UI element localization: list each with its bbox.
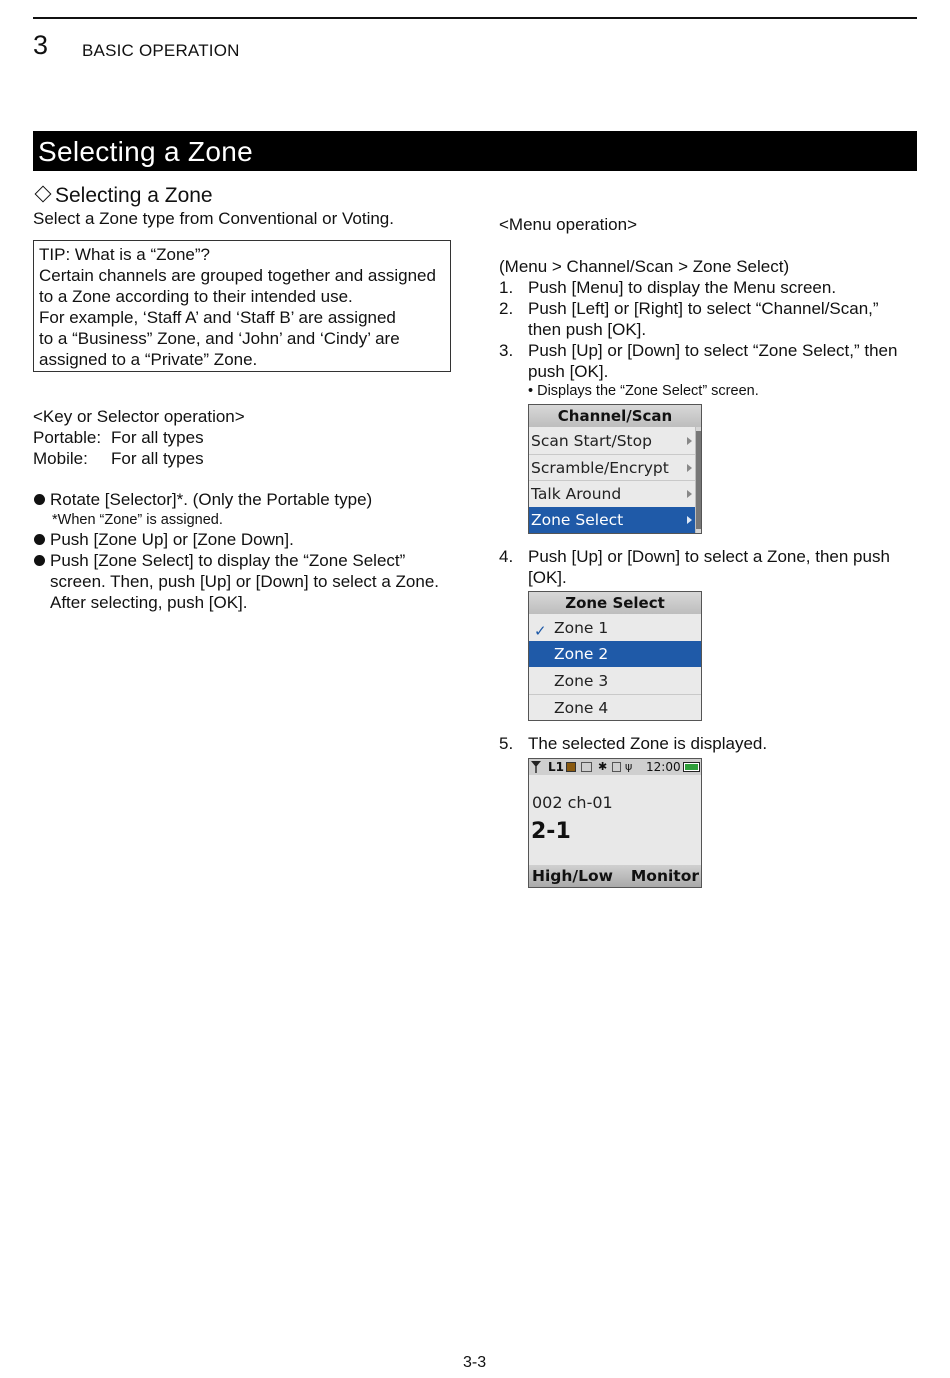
scrollbar bbox=[695, 427, 701, 533]
chevron-right-icon bbox=[687, 490, 692, 498]
zone-item-label: Zone 3 bbox=[554, 672, 609, 690]
bullet-zone-select-cont: screen. Then, push [Up] or [Down] to select a Zone. bbox=[50, 572, 439, 591]
chevron-right-icon bbox=[687, 516, 692, 524]
chapter-number: 3 bbox=[33, 30, 49, 60]
scrollbar-thumb bbox=[696, 431, 701, 529]
step-3-note: • Displays the “Zone Select” screen. bbox=[528, 383, 759, 399]
section-title: Selecting a Zone bbox=[33, 131, 917, 171]
tip-box bbox=[33, 240, 451, 372]
key-operation-heading: <Key or Selector operation> bbox=[33, 407, 245, 426]
portable-label: Portable: bbox=[33, 428, 102, 447]
step-1-text: Push [Menu] to display the Menu screen. bbox=[528, 278, 837, 297]
portable-value: For all types bbox=[111, 428, 204, 447]
tip-line: Certain channels are grouped together and assigned bbox=[39, 266, 436, 285]
scramble-icon bbox=[566, 762, 576, 772]
channel-name: 002 ch-01 bbox=[532, 793, 613, 812]
step-2-text: Push [Left] or [Right] to select “Channel/Scan,” bbox=[528, 299, 879, 318]
mobile-value: For all types bbox=[111, 449, 204, 468]
tip-line: to a Zone according to their intended use. bbox=[39, 287, 353, 306]
mobile-label: Mobile: bbox=[33, 449, 88, 468]
step-2-text-cont: then push [OK]. bbox=[528, 320, 647, 339]
bullet-note: *When “Zone” is assigned. bbox=[52, 512, 223, 528]
menu-item-label: Scramble/Encrypt bbox=[531, 459, 669, 477]
bullet-zone-select: Push [Zone Select] to display the “Zone Select” bbox=[50, 551, 406, 570]
menu-item-label: Scan Start/Stop bbox=[531, 432, 652, 450]
status-bar bbox=[529, 759, 701, 775]
bullet-rotate-selector: Rotate [Selector]*. (Only the Portable type) bbox=[50, 490, 373, 509]
bullet-icon bbox=[34, 494, 45, 505]
sim-icon bbox=[612, 762, 621, 772]
zone-item-3 bbox=[529, 668, 701, 694]
top-rule bbox=[33, 17, 917, 19]
main-display-screen bbox=[528, 758, 702, 888]
chapter-title: BASIC OPERATION bbox=[82, 41, 240, 60]
line-indicator: L1 bbox=[548, 760, 564, 774]
zone-item-1 bbox=[529, 615, 701, 641]
bullet-zone-up-down: Push [Zone Up] or [Zone Down]. bbox=[50, 530, 294, 549]
chevron-right-icon bbox=[687, 437, 692, 445]
diamond-icon bbox=[35, 186, 52, 203]
softkey-high-low: High/Low bbox=[532, 867, 613, 885]
step-3-text-cont: push [OK]. bbox=[528, 362, 609, 381]
battery-icon bbox=[683, 762, 700, 772]
bluetooth-icon: ✱ bbox=[598, 760, 608, 773]
screen-title: Zone Select bbox=[529, 592, 701, 614]
zone-channel-number: 2-1 bbox=[531, 819, 571, 844]
softkey-bar bbox=[529, 865, 701, 887]
clock-time: 12:00 bbox=[646, 760, 681, 774]
bullet-icon bbox=[34, 555, 45, 566]
tip-line: assigned to a “Private” Zone. bbox=[39, 350, 258, 369]
menu-operation-heading: <Menu operation> bbox=[499, 215, 637, 234]
intro-text: Select a Zone type from Conventional or Voting. bbox=[33, 209, 394, 228]
page-number: 3-3 bbox=[463, 1354, 487, 1371]
step-3-text: Push [Up] or [Down] to select “Zone Select,” then bbox=[528, 341, 898, 360]
tip-line: TIP: What is a “Zone”? bbox=[39, 245, 210, 264]
zone-item-4 bbox=[529, 695, 701, 721]
zone-item-label: Zone 4 bbox=[554, 699, 609, 717]
checkmark-icon: ✓ bbox=[534, 622, 547, 640]
step-4-text-cont: [OK]. bbox=[528, 568, 567, 587]
menu-item-zone-select bbox=[529, 507, 696, 533]
channel-scan-screen bbox=[528, 404, 702, 534]
step-number: 4. bbox=[499, 547, 514, 566]
menu-item-scan-start-stop bbox=[529, 428, 696, 454]
softkey-monitor: Monitor bbox=[630, 867, 699, 885]
zone-item-2 bbox=[529, 641, 701, 667]
step-number: 5. bbox=[499, 734, 514, 753]
menu-path: (Menu > Channel/Scan > Zone Select) bbox=[499, 257, 790, 276]
menu-item-label: Zone Select bbox=[531, 511, 624, 529]
step-4-text: Push [Up] or [Down] to select a Zone, then push bbox=[528, 547, 890, 566]
zone-item-label: Zone 1 bbox=[554, 619, 609, 637]
lock-icon bbox=[581, 762, 592, 772]
zone-select-screen bbox=[528, 591, 702, 721]
bullet-zone-select-cont: After selecting, push [OK]. bbox=[50, 593, 248, 612]
zone-item-label: Zone 2 bbox=[554, 645, 609, 663]
subheading bbox=[33, 184, 213, 208]
chevron-right-icon bbox=[687, 464, 692, 472]
antenna-icon bbox=[531, 761, 541, 773]
step-number: 2. bbox=[499, 299, 514, 318]
step-number: 3. bbox=[499, 341, 514, 360]
menu-item-scramble-encrypt bbox=[529, 455, 696, 481]
usb-icon: ψ bbox=[625, 760, 633, 773]
subheading-text: Selecting a Zone bbox=[55, 184, 213, 207]
tip-line: to a “Business” Zone, and ‘John’ and ‘Cindy’ are bbox=[39, 329, 400, 348]
bullet-icon bbox=[34, 534, 45, 545]
step-number: 1. bbox=[499, 278, 514, 297]
screen-title: Channel/Scan bbox=[529, 405, 701, 427]
menu-item-label: Talk Around bbox=[531, 485, 622, 503]
tip-line: For example, ‘Staff A’ and ‘Staff B’ are assigned bbox=[39, 308, 396, 327]
menu-item-talk-around bbox=[529, 481, 696, 507]
step-5-text: The selected Zone is displayed. bbox=[528, 734, 768, 753]
